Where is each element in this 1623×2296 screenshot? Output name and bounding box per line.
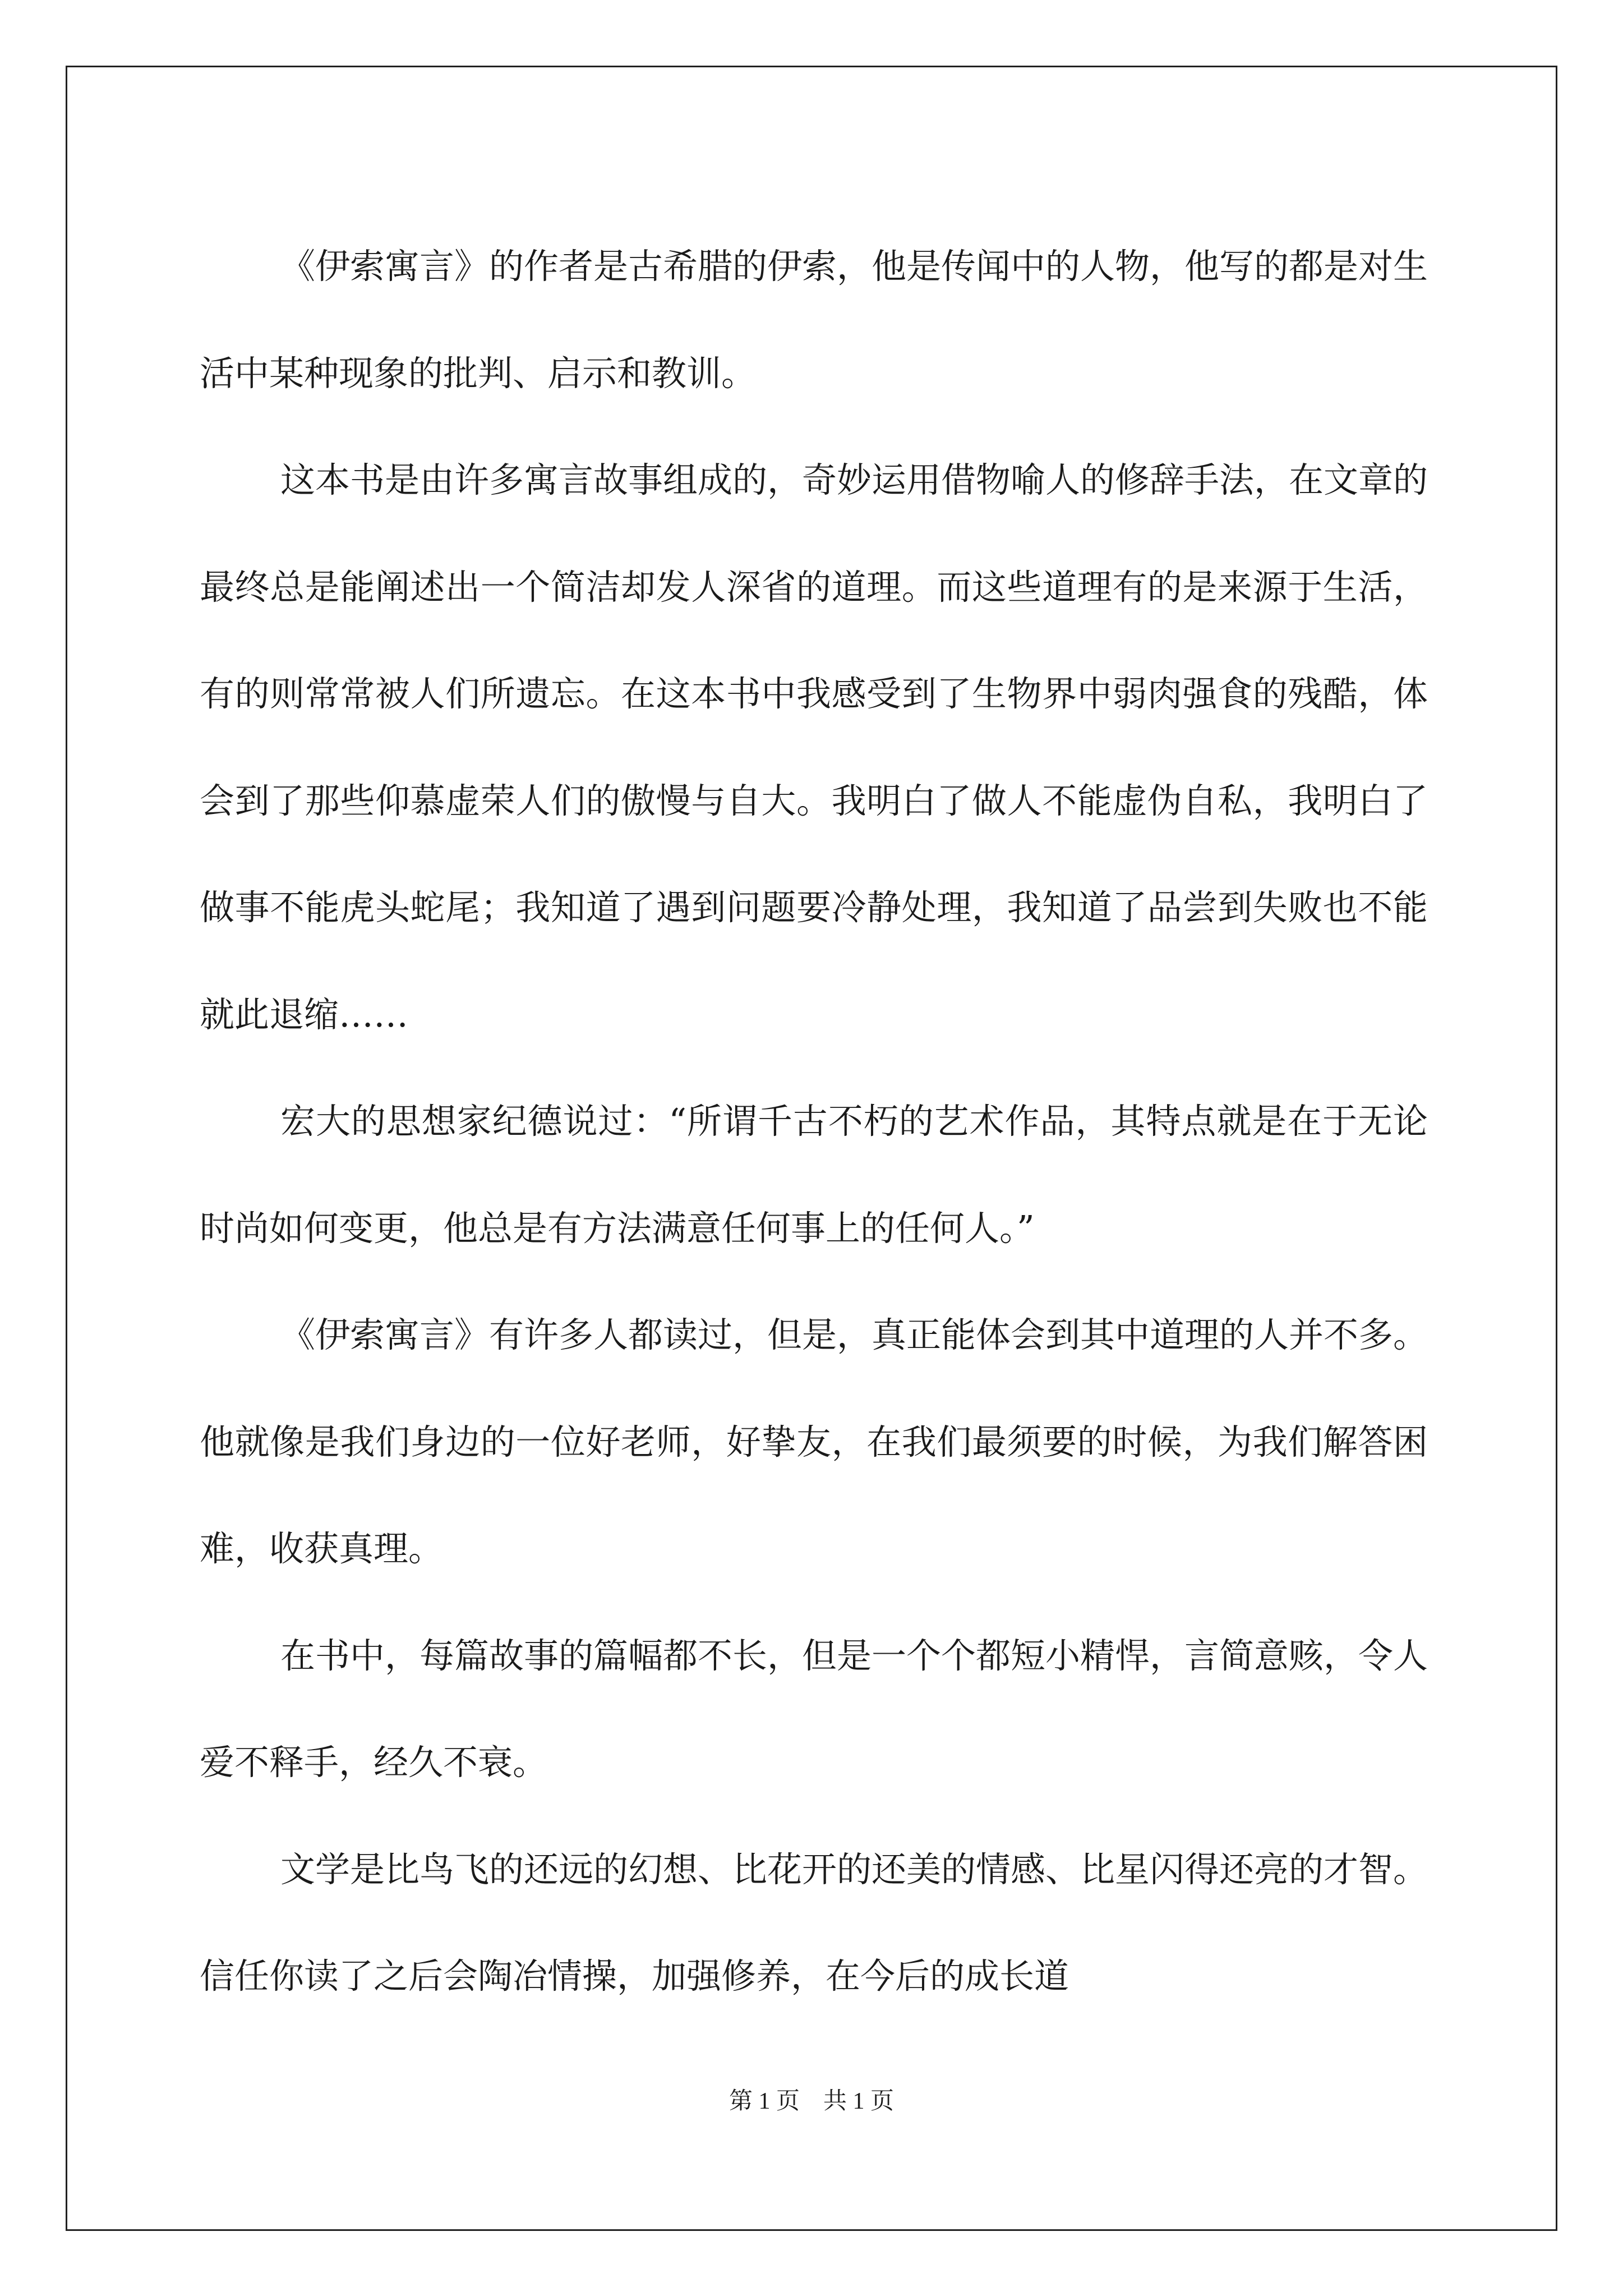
page-number: 第 1 页 bbox=[728, 2088, 800, 2114]
paragraph: 在书中，每篇故事的篇幅都不长，但是一个个都短小精悍，言简意赅，令人爱不释手，经久不衰。 bbox=[200, 1635, 1428, 1783]
paragraph: 宏大的思想家纪德说过：“所谓千古不朽的艺术作品，其特点就是在于无论时尚如何变更，他总是有方法满意任何事上的任何人。” bbox=[200, 1101, 1428, 1249]
paragraph: 《伊索寓言》有许多人都读过，但是，真正能体会到其中道理的人并不多。他就像是我们身边的一位好老师，好挚友，在我们最须要的时候，为我们解答困难，收获真理。 bbox=[200, 1314, 1428, 1569]
paragraph: 文学是比鸟飞的还远的幻想、比花开的还美的情感、比星闪得还亮的才智。信任你读了之后会陶冶情操，加强修养，在今后的成长道 bbox=[200, 1848, 1428, 1996]
document-body bbox=[200, 213, 1428, 2030]
paragraph: 《伊索寓言》的作者是古希腊的伊索，他是传闻中的人物，他写的都是对生活中某种现象的批判、启示和教训。 bbox=[200, 246, 1428, 394]
paragraph: 这本书是由许多寓言故事组成的，奇妙运用借物喻人的修辞手法，在文章的最终总是能阐述出一个简洁却发人深省的道理。而这些道理有的是来源于生活，有的则常常被人们所遗忘。在这本书中我感受到了生物界中弱肉强食的残酷，体会到了那些仰慕虚荣人们的傲慢与自大。我明白了做人不能虚伪自私，我明白了做事不能虎头蛇尾；我知道了遇到问题要冷静处理，我知道了品尝到失败也不能就此退缩…… bbox=[200, 459, 1428, 1035]
page-footer bbox=[0, 2085, 1623, 2118]
page-total: 共 1 页 bbox=[823, 2088, 895, 2114]
